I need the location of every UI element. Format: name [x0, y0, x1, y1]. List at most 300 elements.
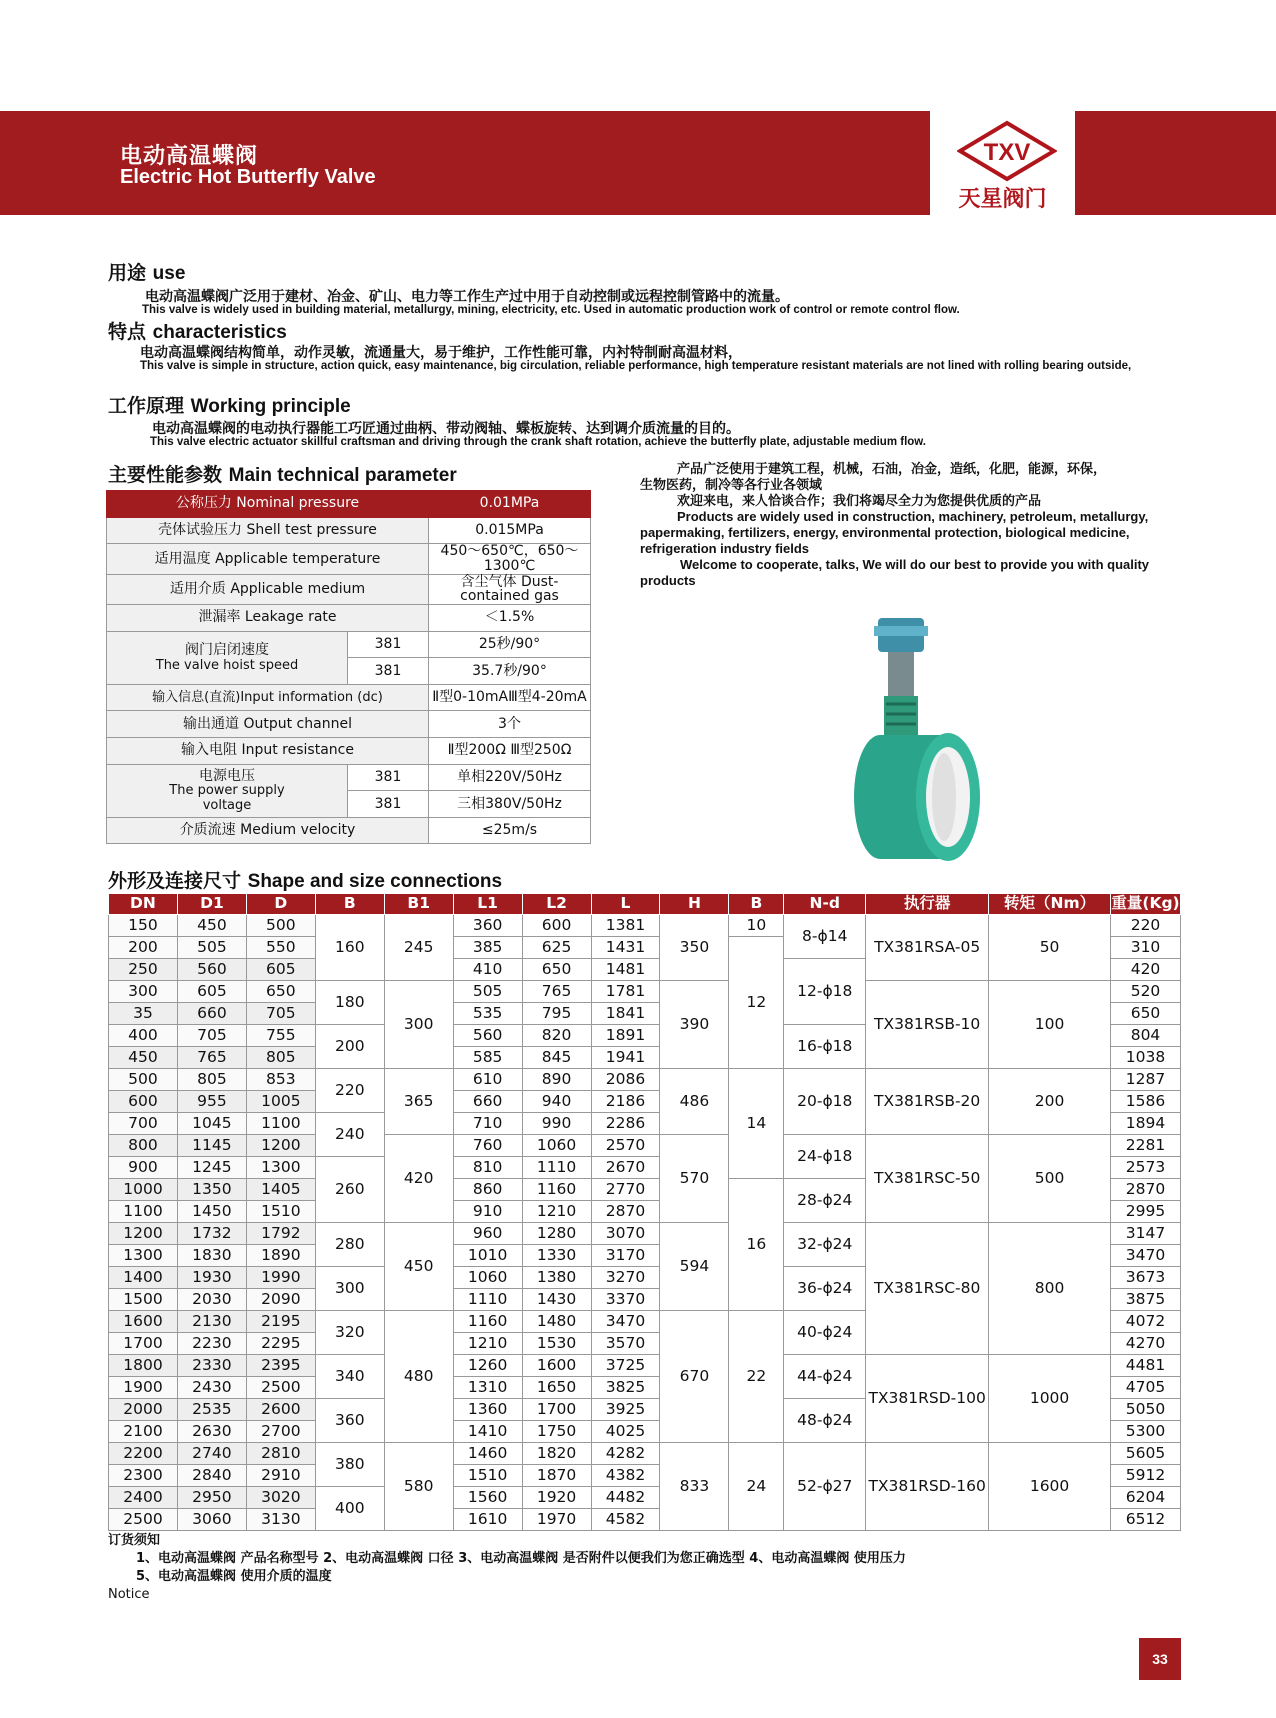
cell-d: 2195 [246, 1311, 315, 1333]
cell-torque: 800 [989, 1223, 1111, 1355]
cell-h: 486 [660, 1069, 729, 1135]
cell-d: 605 [246, 959, 315, 981]
col-header: H [660, 894, 729, 915]
cell-l: 1891 [591, 1025, 660, 1047]
cell-nd: 24-ϕ18 [784, 1135, 866, 1179]
cell-nd: 40-ϕ24 [784, 1311, 866, 1355]
cell-l2: 940 [522, 1091, 591, 1113]
cell-l1: 1510 [453, 1465, 522, 1487]
table-row [109, 1443, 1181, 1465]
cell-l1: 610 [453, 1069, 522, 1091]
cell-h: 833 [660, 1443, 729, 1531]
cell-dn: 500 [109, 1069, 178, 1091]
cell-bb: 12 [729, 937, 784, 1069]
cell-d1: 1450 [177, 1201, 246, 1223]
cell-l1: 960 [453, 1223, 522, 1245]
product-en-2: papermaking, fertilizers, energy, environmental protection, biological medicine, [640, 525, 1130, 540]
cell-l2: 1920 [522, 1487, 591, 1509]
cell-actuator: TX381RSA-05 [866, 915, 989, 981]
param-value: 450～650℃，650～1300℃ [429, 544, 591, 574]
size-table [108, 893, 1181, 1531]
param-value: 3个 [429, 711, 591, 738]
cell-d: 705 [246, 1003, 315, 1025]
cell-l2: 795 [522, 1003, 591, 1025]
logo-text: TXV [983, 139, 1031, 166]
cell-h: 670 [660, 1311, 729, 1443]
cell-b: 340 [315, 1355, 384, 1399]
param-label: 适用介质 Applicable medium [107, 574, 429, 604]
product-en-5: products [640, 573, 696, 588]
cell-d1: 560 [177, 959, 246, 981]
param-value: 单相220V/50Hz [429, 764, 591, 791]
param-label [107, 631, 348, 684]
cell-weight: 2870 [1111, 1179, 1181, 1201]
cell-h: 390 [660, 981, 729, 1069]
cell-b: 320 [315, 1311, 384, 1355]
cell-l1: 1060 [453, 1267, 522, 1289]
table-row [109, 1223, 1181, 1245]
speed-label-en: The valve hoist speed [155, 657, 299, 673]
cell-h: 350 [660, 915, 729, 981]
cell-l2: 845 [522, 1047, 591, 1069]
param-value: 0.01MPa [429, 491, 591, 518]
cell-dn: 1500 [109, 1289, 178, 1311]
use-heading-en: use [152, 263, 186, 284]
order-notes [108, 1532, 906, 1604]
cell-weight: 5605 [1111, 1443, 1181, 1465]
col-header: N-d [784, 894, 866, 915]
cell-d1: 1830 [177, 1245, 246, 1267]
product-en-1: Products are widely used in construction, machinery, petroleum, metallurgy, [677, 509, 1149, 524]
cell-l2: 650 [522, 959, 591, 981]
cell-dn: 600 [109, 1091, 178, 1113]
cell-torque: 500 [989, 1135, 1111, 1223]
cell-dn: 1900 [109, 1377, 178, 1399]
cell-l: 3825 [591, 1377, 660, 1399]
size-table-body [109, 915, 1181, 1531]
cell-weight: 5300 [1111, 1421, 1181, 1443]
cell-l2: 1280 [522, 1223, 591, 1245]
param-value: 35.7秒/90° [429, 658, 591, 685]
cell-l: 3925 [591, 1399, 660, 1421]
cell-d: 2090 [246, 1289, 315, 1311]
cell-dn: 1400 [109, 1267, 178, 1289]
header-band-right [1075, 111, 1276, 215]
cell-dn: 400 [109, 1025, 178, 1047]
cell-b: 400 [315, 1487, 384, 1531]
cell-l: 2670 [591, 1157, 660, 1179]
col-header: D [246, 894, 315, 915]
table-row [109, 915, 1181, 937]
cell-d1: 1350 [177, 1179, 246, 1201]
cell-nd: 12-ϕ18 [784, 959, 866, 1025]
cell-h: 570 [660, 1135, 729, 1223]
power-label-cn: 电源电压 [199, 767, 255, 784]
cell-d: 805 [246, 1047, 315, 1069]
cell-d1: 2230 [177, 1333, 246, 1355]
cell-l1: 660 [453, 1091, 522, 1113]
cell-l1: 1410 [453, 1421, 522, 1443]
cell-d: 650 [246, 981, 315, 1003]
cell-d1: 3060 [177, 1509, 246, 1531]
cell-d1: 2030 [177, 1289, 246, 1311]
cell-weight: 3875 [1111, 1289, 1181, 1311]
col-header: B1 [384, 894, 453, 915]
cell-l: 3370 [591, 1289, 660, 1311]
size-heading [108, 866, 502, 893]
cell-l1: 535 [453, 1003, 522, 1025]
cell-l: 3725 [591, 1355, 660, 1377]
table-row [109, 1355, 1181, 1377]
cell-l1: 505 [453, 981, 522, 1003]
cell-d1: 505 [177, 937, 246, 959]
characteristics-heading-cn: 特点 [108, 321, 147, 343]
cell-weight: 2281 [1111, 1135, 1181, 1157]
cell-l1: 1460 [453, 1443, 522, 1465]
cell-l2: 1160 [522, 1179, 591, 1201]
param-label: 介质流速 Medium velocity [107, 817, 429, 844]
use-heading-cn: 用途 [108, 262, 147, 284]
param-value: 三相380V/50Hz [429, 791, 591, 818]
cell-weight: 4481 [1111, 1355, 1181, 1377]
cell-d: 1990 [246, 1267, 315, 1289]
cell-weight: 3147 [1111, 1223, 1181, 1245]
cell-dn: 150 [109, 915, 178, 937]
characteristics-text-cn: 电动高温蝶阀结构简单，动作灵敏，流通量大，易于维护，工作性能可靠，内衬特制耐高温材料， [140, 345, 742, 361]
param-label: 壳体试验压力 Shell test pressure [107, 517, 429, 544]
cell-l: 4025 [591, 1421, 660, 1443]
cell-dn: 300 [109, 981, 178, 1003]
cell-weight: 650 [1111, 1003, 1181, 1025]
cell-l2: 1650 [522, 1377, 591, 1399]
cell-bb: 24 [729, 1443, 784, 1531]
param-value: 25秒/90° [429, 631, 591, 658]
cell-d: 1005 [246, 1091, 315, 1113]
cell-bb: 16 [729, 1179, 784, 1311]
cell-d: 1100 [246, 1113, 315, 1135]
cell-d1: 450 [177, 915, 246, 937]
cell-d: 1792 [246, 1223, 315, 1245]
cell-l1: 410 [453, 959, 522, 981]
cell-torque: 50 [989, 915, 1111, 981]
param-value: Ⅱ型0-10mAⅢ型4-20mA [429, 684, 591, 711]
cell-l1: 1610 [453, 1509, 522, 1531]
cell-l2: 1600 [522, 1355, 591, 1377]
cell-b: 360 [315, 1399, 384, 1443]
cell-actuator: TX381RSC-80 [866, 1223, 989, 1355]
col-header: DN [109, 894, 178, 915]
cell-d: 2810 [246, 1443, 315, 1465]
characteristics-heading-en: characteristics [152, 322, 287, 343]
parameter-table [106, 490, 591, 844]
cell-l: 2186 [591, 1091, 660, 1113]
cell-d: 1510 [246, 1201, 315, 1223]
cell-l: 2570 [591, 1135, 660, 1157]
cell-l: 2086 [591, 1069, 660, 1091]
cell-l2: 1480 [522, 1311, 591, 1333]
col-header: D1 [177, 894, 246, 915]
cell-b: 220 [315, 1069, 384, 1113]
cell-b: 260 [315, 1157, 384, 1223]
size-heading-en: Shape and size connections [247, 871, 503, 892]
cell-d: 2600 [246, 1399, 315, 1421]
cell-l: 1781 [591, 981, 660, 1003]
cell-l1: 860 [453, 1179, 522, 1201]
cell-weight: 520 [1111, 981, 1181, 1003]
notes-line-1: 1、电动高温蝶阀 产品名称型号 2、电动高温蝶阀 口径 3、电动高温蝶阀 是否附件以便我们为您正确选型 4、电动高温蝶阀 使用压力 [136, 1551, 906, 1566]
cell-nd: 20-ϕ18 [784, 1069, 866, 1135]
cell-d: 2700 [246, 1421, 315, 1443]
cell-weight: 6512 [1111, 1509, 1181, 1531]
cell-d1: 955 [177, 1091, 246, 1113]
params-heading-en: Main technical parameter [228, 465, 457, 486]
cell-d1: 2130 [177, 1311, 246, 1333]
principle-heading-en: Working principle [190, 396, 351, 417]
notes-title: 订货须知 [108, 1533, 161, 1548]
param-value: ≤25m/s [429, 817, 591, 844]
cell-l2: 1210 [522, 1201, 591, 1223]
cell-dn: 1600 [109, 1311, 178, 1333]
cell-nd: 48-ϕ24 [784, 1399, 866, 1443]
cell-dn: 1000 [109, 1179, 178, 1201]
cell-l: 3170 [591, 1245, 660, 1267]
cell-l1: 360 [453, 915, 522, 937]
cell-d1: 2840 [177, 1465, 246, 1487]
page-title-cn: 电动高温蝶阀 [120, 144, 259, 169]
notes-notice: Notice [108, 1587, 150, 1602]
cell-weight: 5050 [1111, 1399, 1181, 1421]
cell-dn: 200 [109, 937, 178, 959]
cell-b: 200 [315, 1025, 384, 1069]
cell-l2: 1820 [522, 1443, 591, 1465]
cell-nd: 52-ϕ27 [784, 1443, 866, 1531]
cell-b1: 300 [384, 981, 453, 1069]
cell-l: 4282 [591, 1443, 660, 1465]
cell-nd: 16-ϕ18 [784, 1025, 866, 1069]
cell-dn: 1100 [109, 1201, 178, 1223]
cell-d1: 1145 [177, 1135, 246, 1157]
cell-l2: 990 [522, 1113, 591, 1135]
cell-l2: 1530 [522, 1333, 591, 1355]
cell-actuator: TX381RSC-50 [866, 1135, 989, 1223]
cell-weight: 2995 [1111, 1201, 1181, 1223]
param-label: 公称压力 Nominal pressure [107, 491, 429, 518]
cell-weight: 1894 [1111, 1113, 1181, 1135]
cell-weight: 4270 [1111, 1333, 1181, 1355]
cell-bb: 10 [729, 915, 784, 937]
speed-label-cn: 阀门启闭速度 [185, 641, 269, 658]
cell-l2: 1060 [522, 1135, 591, 1157]
cell-dn: 1300 [109, 1245, 178, 1267]
cell-torque: 1600 [989, 1443, 1111, 1531]
cell-l1: 710 [453, 1113, 522, 1135]
cell-d: 1890 [246, 1245, 315, 1267]
cell-l1: 760 [453, 1135, 522, 1157]
brand-name: 天星阀门 [958, 187, 1047, 212]
cell-dn: 450 [109, 1047, 178, 1069]
page-title-en: Electric Hot Butterfly Valve [120, 166, 376, 188]
cell-l: 3570 [591, 1333, 660, 1355]
principle-heading-cn: 工作原理 [108, 395, 185, 417]
cell-d1: 660 [177, 1003, 246, 1025]
cell-dn: 2500 [109, 1509, 178, 1531]
cell-d1: 1732 [177, 1223, 246, 1245]
principle-text-en: This valve electric actuator skillful craftsman and driving through the crank shaft rotation, achieve the butterfly plate, adjustable medium flow. [150, 436, 926, 448]
cell-d1: 2950 [177, 1487, 246, 1509]
col-header: 重量(Kg) [1111, 894, 1181, 915]
characteristics-heading [108, 317, 287, 344]
cell-l: 1481 [591, 959, 660, 981]
cell-d1: 2630 [177, 1421, 246, 1443]
cell-l1: 1310 [453, 1377, 522, 1399]
cell-d: 2295 [246, 1333, 315, 1355]
cell-dn: 900 [109, 1157, 178, 1179]
valve-image [840, 612, 986, 862]
cell-l: 4382 [591, 1465, 660, 1487]
col-header: 执行器 [866, 894, 989, 915]
param-label [107, 764, 348, 817]
cell-dn: 35 [109, 1003, 178, 1025]
cell-dn: 1200 [109, 1223, 178, 1245]
cell-d1: 2740 [177, 1443, 246, 1465]
param-code: 381 [348, 631, 429, 658]
cell-l2: 890 [522, 1069, 591, 1091]
cell-l1: 585 [453, 1047, 522, 1069]
param-label: 输出通道 Output channel [107, 711, 429, 738]
cell-bb: 14 [729, 1069, 784, 1179]
cell-d1: 1245 [177, 1157, 246, 1179]
col-header: L2 [522, 894, 591, 915]
cell-d1: 605 [177, 981, 246, 1003]
cell-b1: 480 [384, 1311, 453, 1443]
cell-d1: 2330 [177, 1355, 246, 1377]
page-number: 33 [1139, 1638, 1181, 1680]
cell-l2: 1970 [522, 1509, 591, 1531]
cell-l2: 1430 [522, 1289, 591, 1311]
table-row [109, 1069, 1181, 1091]
param-code: 381 [348, 658, 429, 685]
cell-d: 3130 [246, 1509, 315, 1531]
cell-weight: 4072 [1111, 1311, 1181, 1333]
cell-b1: 580 [384, 1443, 453, 1531]
power-label-en1: The power supply [169, 783, 285, 799]
cell-weight: 5912 [1111, 1465, 1181, 1487]
cell-actuator: TX381RSD-160 [866, 1443, 989, 1531]
cell-nd: 44-ϕ24 [784, 1355, 866, 1399]
col-header: L [591, 894, 660, 915]
cell-l2: 820 [522, 1025, 591, 1047]
use-heading [108, 258, 185, 285]
cell-dn: 800 [109, 1135, 178, 1157]
notes-line-2: 5、电动高温蝶阀 使用介质的温度 [136, 1569, 332, 1584]
cell-b1: 420 [384, 1135, 453, 1223]
product-en-4: Welcome to cooperate, talks, We will do our best to provide you with quality [680, 557, 1150, 572]
param-label: 输入电阻 Input resistance [107, 737, 429, 764]
cell-d1: 765 [177, 1047, 246, 1069]
cell-b: 380 [315, 1443, 384, 1487]
cell-l: 3270 [591, 1267, 660, 1289]
cell-l2: 1750 [522, 1421, 591, 1443]
params-heading-cn: 主要性能参数 [108, 464, 223, 486]
cell-nd: 32-ϕ24 [784, 1223, 866, 1267]
cell-d1: 2535 [177, 1399, 246, 1421]
cell-weight: 310 [1111, 937, 1181, 959]
param-label: 输入信息(直流)Input information (dc) [107, 684, 429, 711]
cell-d1: 1930 [177, 1267, 246, 1289]
cell-b1: 365 [384, 1069, 453, 1135]
cell-l: 4582 [591, 1509, 660, 1531]
cell-l1: 385 [453, 937, 522, 959]
cell-l2: 1700 [522, 1399, 591, 1421]
cell-b: 160 [315, 915, 384, 981]
cell-d: 3020 [246, 1487, 315, 1509]
cell-dn: 2100 [109, 1421, 178, 1443]
col-header: L1 [453, 894, 522, 915]
cell-l2: 1330 [522, 1245, 591, 1267]
cell-weight: 1586 [1111, 1091, 1181, 1113]
cell-b1: 245 [384, 915, 453, 981]
col-header: B [729, 894, 784, 915]
cell-d: 2910 [246, 1465, 315, 1487]
cell-nd: 8-ϕ14 [784, 915, 866, 959]
param-code: 381 [348, 764, 429, 791]
cell-d: 1405 [246, 1179, 315, 1201]
cell-weight: 3470 [1111, 1245, 1181, 1267]
product-cn-3: 欢迎来电，来人恰谈合作；我们将竭尽全力为您提供优质的产品 [677, 493, 1042, 508]
cell-l1: 1160 [453, 1311, 522, 1333]
cell-weight: 804 [1111, 1025, 1181, 1047]
param-code: 381 [348, 791, 429, 818]
cell-l1: 910 [453, 1201, 522, 1223]
col-header: B [315, 894, 384, 915]
cell-h: 594 [660, 1223, 729, 1311]
table-row [109, 1135, 1181, 1157]
cell-l2: 1870 [522, 1465, 591, 1487]
table-row [109, 981, 1181, 1003]
cell-weight: 4705 [1111, 1377, 1181, 1399]
cell-d: 2500 [246, 1377, 315, 1399]
principle-text-cn: 电动高温蝶阀的电动执行器能工巧匠通过曲柄、带动阀轴、蝶板旋转、达到调介质流量的目的。 [152, 421, 740, 437]
cell-l: 1941 [591, 1047, 660, 1069]
cell-dn: 2400 [109, 1487, 178, 1509]
cell-weight: 6204 [1111, 1487, 1181, 1509]
cell-torque: 100 [989, 981, 1111, 1069]
param-value: ＜1.5% [429, 604, 591, 631]
cell-l1: 1110 [453, 1289, 522, 1311]
cell-d1: 705 [177, 1025, 246, 1047]
cell-dn: 2200 [109, 1443, 178, 1465]
cell-torque: 200 [989, 1069, 1111, 1135]
cell-b: 180 [315, 981, 384, 1025]
cell-b1: 450 [384, 1223, 453, 1311]
cell-l2: 1380 [522, 1267, 591, 1289]
cell-d: 1300 [246, 1157, 315, 1179]
cell-l1: 1010 [453, 1245, 522, 1267]
cell-l1: 1560 [453, 1487, 522, 1509]
param-value: Ⅱ型200Ω Ⅲ型250Ω [429, 737, 591, 764]
product-cn-1: 产品广泛使用于建筑工程，机械，石油，冶金，造纸，化肥，能源，环保， [677, 461, 1107, 476]
txv-logo-icon [957, 120, 1057, 182]
use-text-cn: 电动高温蝶阀广泛用于建材、冶金、矿山、电力等工作生产过中用于自动控制或远程控制管路中的流量。 [145, 289, 789, 305]
param-value: 含尘气体 Dust-contained gas [429, 574, 591, 604]
cell-dn: 700 [109, 1113, 178, 1135]
cell-l2: 765 [522, 981, 591, 1003]
col-header: 转矩（Nm） [989, 894, 1111, 915]
cell-l: 3470 [591, 1311, 660, 1333]
cell-l: 4482 [591, 1487, 660, 1509]
cell-l2: 625 [522, 937, 591, 959]
cell-l1: 560 [453, 1025, 522, 1047]
